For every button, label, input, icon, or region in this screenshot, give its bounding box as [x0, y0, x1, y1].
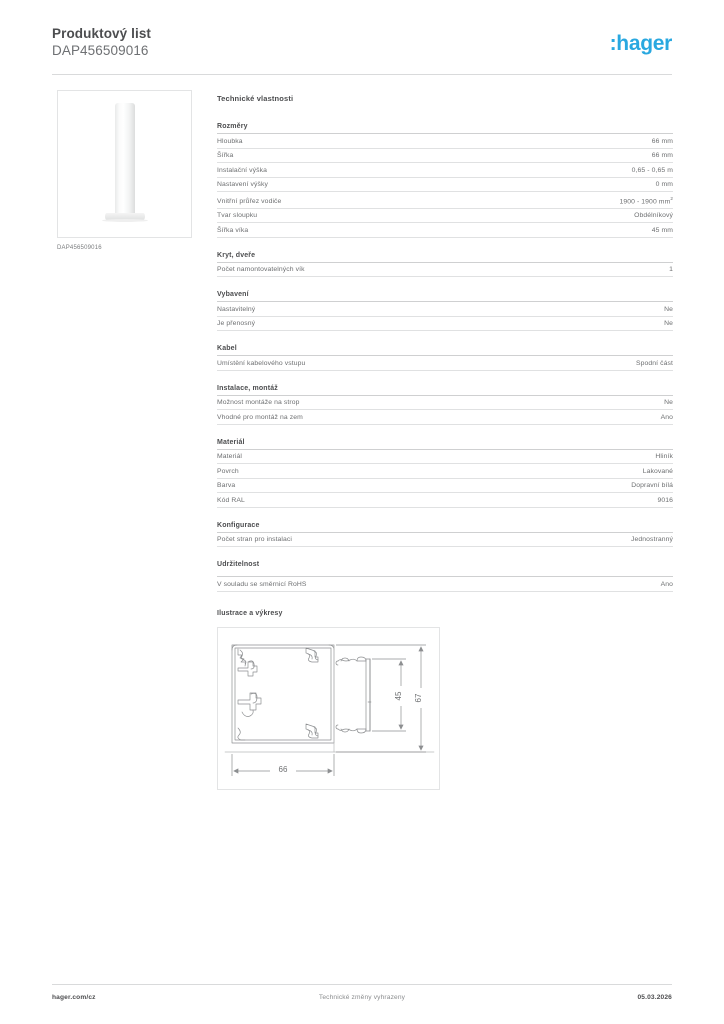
spec-group-material: [217, 439, 673, 508]
spec-group-title: Materiál: [217, 439, 673, 450]
footer-disclaimer: Technické změny vyhrazeny: [318, 994, 406, 1001]
spec-value: Lakované: [642, 467, 673, 475]
spec-label: Šířka víka: [217, 226, 249, 234]
table-row: [217, 493, 673, 508]
spec-group-title: Rozměry: [217, 123, 673, 134]
spec-label: Barva: [217, 482, 236, 490]
table-row: [217, 410, 673, 425]
spec-value: 0 mm: [655, 181, 673, 188]
spec-value: 0,65 - 0,65 m: [631, 166, 673, 174]
spec-value: Obdélníkový: [634, 212, 673, 220]
hager-logo: :hager: [609, 32, 672, 55]
spec-label: Instalační výška: [217, 166, 267, 174]
spec-value: Hliník: [655, 453, 673, 461]
table-row: [217, 577, 673, 592]
spec-group-sustainability: [217, 561, 673, 592]
spec-label: Počet stran pro instalaci: [217, 536, 293, 544]
spec-rows: [217, 533, 673, 548]
table-row: [217, 479, 673, 494]
table-row: [217, 317, 673, 332]
product-image-caption: DAP456509016: [57, 245, 102, 251]
page-header: [52, 26, 672, 70]
spec-label: V souladu se směrnicí RoHS: [217, 580, 307, 588]
spec-value: 45 mm: [651, 226, 673, 234]
spec-label: Vhodné pro montáž na zem: [217, 413, 303, 421]
technical-drawing-panel: [217, 627, 440, 790]
footer-website-link[interactable]: hager.com/cz: [52, 994, 96, 1001]
footer-date: 05.03.2026: [637, 994, 672, 1001]
technical-specifications: [217, 94, 673, 790]
spec-value: Ne: [664, 305, 673, 313]
drawings-heading: Ilustrace a výkresy: [217, 609, 283, 617]
spec-rows: [217, 134, 673, 238]
spec-label: Nastavení výšky: [217, 181, 268, 188]
spec-group-configuration: [217, 522, 673, 548]
table-row: [217, 263, 673, 278]
spec-value: 1900 - 1900 $mm^2$: [619, 195, 673, 205]
spec-group-title: Vybavení: [217, 291, 673, 302]
spec-label: Možnost montáže na strop: [217, 399, 300, 407]
spec-group-cable: [217, 345, 673, 371]
spec-value: Dopravní bílá: [631, 482, 673, 490]
spec-value: Spodní část: [636, 359, 673, 367]
spec-label: Hloubka: [217, 137, 243, 145]
spec-group-title: Udržitelnost: [217, 561, 260, 569]
spec-rows: [217, 356, 673, 371]
spec-value: Jednostranný: [630, 536, 673, 544]
spec-value: 66 mm: [651, 137, 673, 145]
table-row: [217, 178, 673, 193]
header-divider: [52, 74, 672, 75]
page-title: Produktový list: [52, 26, 152, 41]
spec-group-title: Kabel: [217, 345, 673, 356]
spec-rows: [217, 450, 673, 508]
spec-group-equipment: [217, 291, 673, 331]
spec-value: 9016: [657, 496, 673, 504]
spec-value: Ano: [660, 413, 673, 421]
specs-heading: Technické vlastnosti: [217, 94, 294, 103]
spec-value: Ne: [664, 320, 673, 328]
profile-cross-section-drawing: [218, 628, 441, 791]
product-reference: DAP456509016: [52, 43, 149, 58]
spec-group-dimensions: [217, 123, 673, 238]
spec-group-cover-door: [217, 252, 673, 278]
spec-rows: [217, 576, 673, 592]
spec-label: Tvar sloupku: [217, 212, 258, 220]
spec-label: Počet namontovatelných vík: [217, 266, 305, 274]
product-column-shadow: [102, 219, 148, 222]
spec-value: Ne: [664, 399, 673, 407]
spec-label: Povrch: [217, 467, 239, 475]
table-row: [217, 533, 673, 548]
table-row: [217, 464, 673, 479]
title-block: [52, 26, 151, 59]
table-row: [217, 302, 673, 317]
spec-rows: [217, 302, 673, 331]
dimension-label-height: 67: [414, 693, 423, 703]
spec-group-title: Instalace, montáž: [217, 385, 673, 396]
table-row: [217, 192, 673, 209]
table-row: [217, 163, 673, 178]
spec-group-installation: [217, 385, 673, 425]
spec-group-title: Konfigurace: [217, 522, 673, 533]
spec-value: Ano: [660, 580, 673, 588]
page-footer: [52, 994, 672, 1008]
spec-label: Šířka: [217, 152, 234, 159]
table-row: [217, 356, 673, 371]
table-row: [217, 396, 673, 411]
dimension-label-lid-width: 45: [394, 691, 403, 701]
spec-label: Kód RAL: [217, 496, 245, 504]
spec-rows: [217, 263, 673, 278]
table-row: [217, 209, 673, 224]
spec-label: Umístění kabelového vstupu: [217, 359, 306, 367]
table-row: [217, 134, 673, 149]
spec-label: Nastavitelný: [217, 305, 256, 313]
spec-group-title: Kryt, dveře: [217, 252, 673, 263]
table-row: [217, 450, 673, 465]
footer-divider: [52, 984, 672, 985]
spec-value: 1: [669, 266, 673, 274]
table-row: [217, 223, 673, 238]
dimension-label-width: 66: [278, 764, 288, 774]
spec-label: Materiál: [217, 453, 242, 461]
product-column-icon: [115, 103, 135, 215]
product-image-panel: [57, 90, 192, 238]
spec-label: Je přenosný: [217, 320, 256, 328]
spec-label: Vnitřní průřez vodiče: [217, 197, 282, 205]
spec-rows: [217, 396, 673, 425]
spec-value: 66 mm: [651, 152, 673, 159]
table-row: [217, 149, 673, 164]
